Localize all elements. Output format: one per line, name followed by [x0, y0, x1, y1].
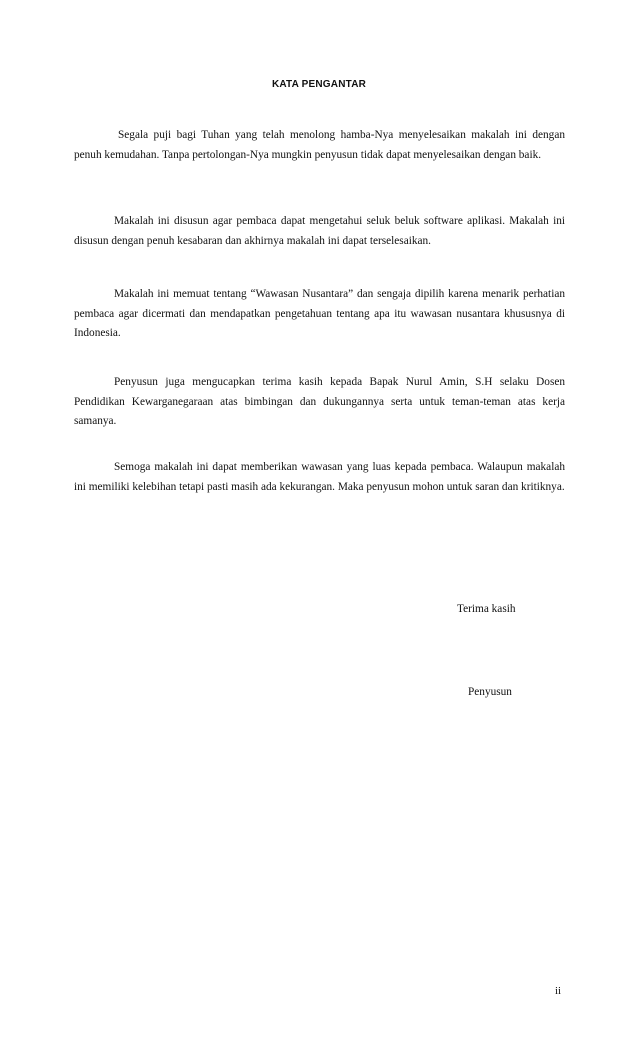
closing-thanks: Terima kasih	[457, 603, 516, 615]
paragraph-topic: Makalah ini memuat tentang “Wawasan Nusantara” dan sengaja dipilih karena menarik perhatian pembaca agar dicermati dan mendapatkan pengetahuan tentang apa itu wawasan nusantara khususnya di Indonesia.	[74, 288, 565, 339]
paragraph-acknowledgement: Penyusun juga mengucapkan terima kasih kepada Bapak Nurul Amin, S.H selaku Dosen Pendidikan Kewarganegaraan atas bimbingan dan dukungannya serta untuk teman-teman atas kerja samanya.	[74, 376, 565, 427]
paragraph-closing: Semoga makalah ini dapat memberikan wawasan yang luas kepada pembaca. Walaupun makalah ini memiliki kelebihan tetapi pasti masih ada kekurangan. Maka penyusun mohon untuk saran dan kritiknya.	[74, 461, 565, 493]
paragraph-intro: Segala puji bagi Tuhan yang telah menolong hamba-Nya menyelesaikan makalah ini dengan penuh kemudahan. Tanpa pertolongan-Nya mungkin penyusun tidak dapat menyelesaikan dengan baik.	[74, 129, 565, 161]
page-title: KATA PENGANTAR	[271, 79, 367, 90]
closing-author: Penyusun	[468, 686, 512, 698]
page-number: ii	[555, 985, 562, 997]
paragraph-purpose: Makalah ini disusun agar pembaca dapat mengetahui seluk beluk software aplikasi. Makalah ini disusun dengan penuh kesabaran dan akhirnya makalah ini dapat terselesaikan.	[74, 215, 565, 247]
